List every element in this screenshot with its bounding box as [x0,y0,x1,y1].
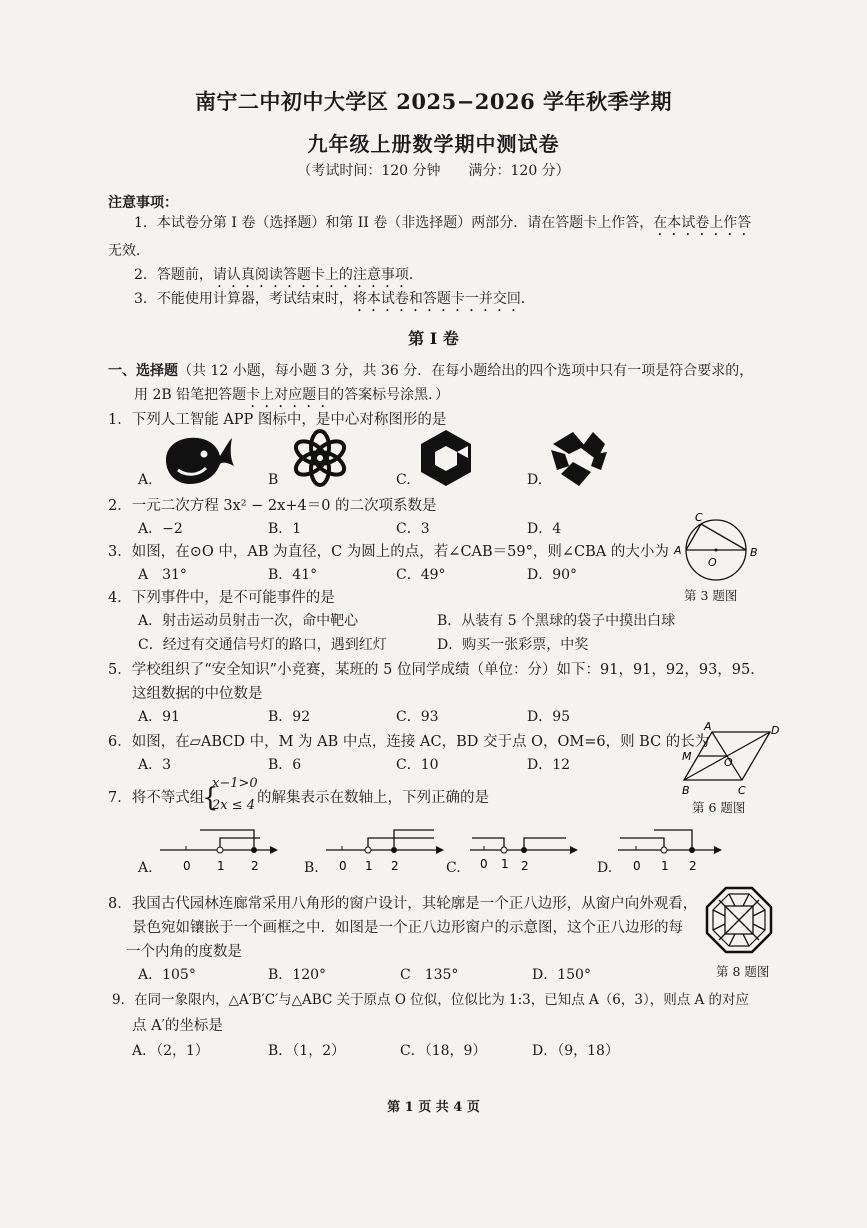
hexagon-cube-icon [418,428,474,488]
q2-stem: 2．一元二次方程 3x² − 2x+4＝0 的二次项系数是 [108,498,437,514]
notice-item-1 [134,212,751,239]
q7-option-c[interactable]: C. [446,860,461,876]
section-heading-bold: 一、选择题 [108,363,178,379]
triangle-star-icon [550,428,608,488]
q8-stem-line1: 8．我国古代园林连廊常采用八角形的窗户设计，其轮廓是一个正八边形，从窗户向外观看， [108,896,698,912]
notice-item-2-text: 2．答题前， [134,267,213,283]
numberline-c-tick-1: 1 [501,857,509,871]
q4-option-d[interactable]: D．购买一张彩票，中奖 [437,637,589,653]
q8-figure-caption: 第 8 题图 [716,964,770,979]
numberline-b-tick-0: 0 [339,859,347,873]
notice-item-3-emphasis: 将本试卷和答题卡一并交回． [352,291,535,307]
q9-stem-line1: 9．在同一象限内，△A′B′C′与△ABC 关于原点 O 位似，位似比为 1:3，已知点 A（6，3），则点 A 的对应 [112,992,750,1008]
q7-inequality-2: 2x ≤ 4 [212,798,256,813]
q3-stem: 3．如图，在⊙O 中，AB 为直径，C 为圆上的点，若∠CAB＝59°，则∠CBA 的大小为 [108,544,669,560]
circle-label-c: C [695,511,703,524]
q5-stem: 5．学校组织了“安全知识”小竞赛，某班的 5 位同学成绩（单位：分）如下：91，91，92，93，95． [108,662,765,678]
q7-option-d[interactable]: D. [597,860,613,876]
q2-option-c[interactable]: C．3 [396,521,430,537]
notice-item-2 [134,264,423,291]
q4-stem: 4．下列事件中，是不可能事件的是 [108,590,335,606]
numberline-d-tick-2: 2 [689,859,697,873]
q9-option-c[interactable]: C．（18，9） [400,1043,487,1059]
q8-option-d[interactable]: D．150° [532,967,591,983]
notice-item-1-cont: 无效． [108,243,150,259]
para-label-m: M [682,750,692,763]
para-label-c: C [738,784,746,797]
q7-numberline-a [160,824,278,874]
q5-option-d[interactable]: D．95 [527,709,571,725]
volume-heading: 第 I 卷 [408,329,459,348]
numberline-b-tick-1: 1 [365,859,373,873]
q1-option-c[interactable]: C. [396,472,411,488]
q6-option-a[interactable]: A．3 [138,757,172,773]
q9-stem-line2: 点 A′的坐标是 [132,1018,223,1034]
q3-option-d[interactable]: D．90° [527,567,578,583]
q8-option-a[interactable]: A．105° [138,967,196,983]
numberline-a-tick-0: 0 [183,859,191,873]
q2-option-a[interactable]: A．−2 [138,521,183,537]
q3-option-a[interactable]: A 31° [138,567,187,583]
q5-stem-line2: 这组数据的中位数是 [132,686,263,702]
para-label-a: A [704,720,712,733]
q7-numberline-b [326,824,444,874]
q9-option-a[interactable]: A．（2，1） [132,1043,209,1059]
section-heading [108,360,753,380]
exam-title-line2: 九年级上册数学期中测试卷 [307,132,560,156]
q5-option-b[interactable]: B．92 [268,709,311,725]
notice-item-1-emphasis: 在本试卷上作答 [653,215,752,231]
q6-option-b[interactable]: B．6 [268,757,302,773]
q7-option-b[interactable]: B. [304,860,319,876]
notice-item-3 [134,288,535,315]
q8-octagon-window-figure [703,884,775,956]
q8-option-b[interactable]: B．120° [268,967,327,983]
circle-label-b: B [750,546,758,559]
q7-numberline-c [470,824,578,874]
section-heading-line2-emphasis: 卡上对应题目 [246,387,331,403]
q2-option-d[interactable]: D．4 [527,521,562,537]
numberline-d-tick-0: 0 [633,859,641,873]
notice-item-3-text: 3．不能使用计算器，考试结束时， [134,291,353,307]
q1-option-d[interactable]: D. [527,472,543,488]
page-footer: 第 1 页 共 4 页 [387,1100,480,1115]
q7-stem-b: 的解集表示在数轴上，下列正确的是 [257,790,489,806]
numberline-c-tick-0: 0 [480,857,488,871]
numberline-d-tick-1: 1 [661,859,669,873]
circle-label-a: A [674,544,682,557]
q6-option-d[interactable]: D．12 [527,757,571,773]
section-heading-rest: （共 12 小题，每小题 3 分，共 36 分．在每小题给出的四个选项中只有一项是符合要求的， [178,363,754,379]
q3-option-c[interactable]: C．49° [396,567,446,583]
q8-stem-line3: 一个内角的度数是 [126,944,242,960]
q5-option-a[interactable]: A．91 [138,709,180,725]
knot-icon [290,428,350,488]
q3-figure-caption: 第 3 题图 [684,588,738,603]
exam-subtitle: （考试时间：120 分钟 满分：120 分） [297,163,570,179]
q8-option-c[interactable]: C 135° [400,967,459,983]
para-label-o: O [724,756,733,769]
whale-icon [160,430,236,486]
para-label-b: B [682,784,690,797]
numberline-a-tick-1: 1 [217,859,225,873]
q6-option-c[interactable]: C．10 [396,757,439,773]
q3-circle-figure [668,508,768,586]
q7-stem-a: 7．将不等式组 [108,790,205,806]
numberline-b-tick-2: 2 [391,859,399,873]
q5-option-c[interactable]: C．93 [396,709,439,725]
q7-option-a[interactable]: A. [138,860,153,876]
notice-item-1-text: 1．本试卷分第 I 卷（选择题）和第 II 卷（非选择题）两部分．请在答题卡上作答， [134,215,654,231]
para-label-d: D [771,724,780,737]
q4-option-b[interactable]: B．从装有 5 个黑球的袋子中摸出白球 [437,613,676,629]
numberline-c-tick-2: 2 [521,859,529,873]
notice-heading: 注意事项： [108,195,178,211]
circle-label-o: O [708,556,717,569]
q4-option-c[interactable]: C．经过有交通信号灯的路口，遇到红灯 [138,637,387,653]
q1-option-a[interactable]: A. [138,472,153,488]
exam-title-line1: 南宁二中初中大学区 2025−2026 学年秋季学期 [194,89,673,114]
section-heading-line2-c: 的答案标号涂黑．） [330,387,450,403]
q7-inequality-1: x−1>0 [212,776,258,791]
q6-stem: 6．如图，在▱ABCD 中，M 为 AB 中点，连接 AC，BD 交于点 O，OM=6，则 BC 的长为 [108,734,710,750]
q7-brace: { [202,783,219,813]
q6-figure-caption: 第 6 题图 [692,800,746,815]
q1-stem: 1．下列人工智能 APP 图标中，是中心对称图形的是 [108,412,447,428]
section-heading-line2-a: 用 2B 铅笔把答题 [134,387,247,403]
notice-item-2-emphasis: 请认真阅读答题卡上的注意事项． [212,267,423,283]
q4-option-a[interactable]: A．射击运动员射击一次，命中靶心 [138,613,359,629]
numberline-a-tick-2: 2 [251,859,259,873]
q1-option-b[interactable]: B [268,472,279,488]
q9-option-b[interactable]: B．（1，2） [268,1043,346,1059]
q3-option-b[interactable]: B．41° [268,567,318,583]
q8-stem-line2: 景色宛如镶嵌于一个画框之中．如图是一个正八边形窗户的示意图，这个正八边形的每 [132,920,683,936]
q9-option-d[interactable]: D．（9，18） [532,1043,619,1059]
q2-option-b[interactable]: B．1 [268,521,302,537]
q7-numberline-d [618,824,722,874]
section-heading-line2 [134,384,449,411]
